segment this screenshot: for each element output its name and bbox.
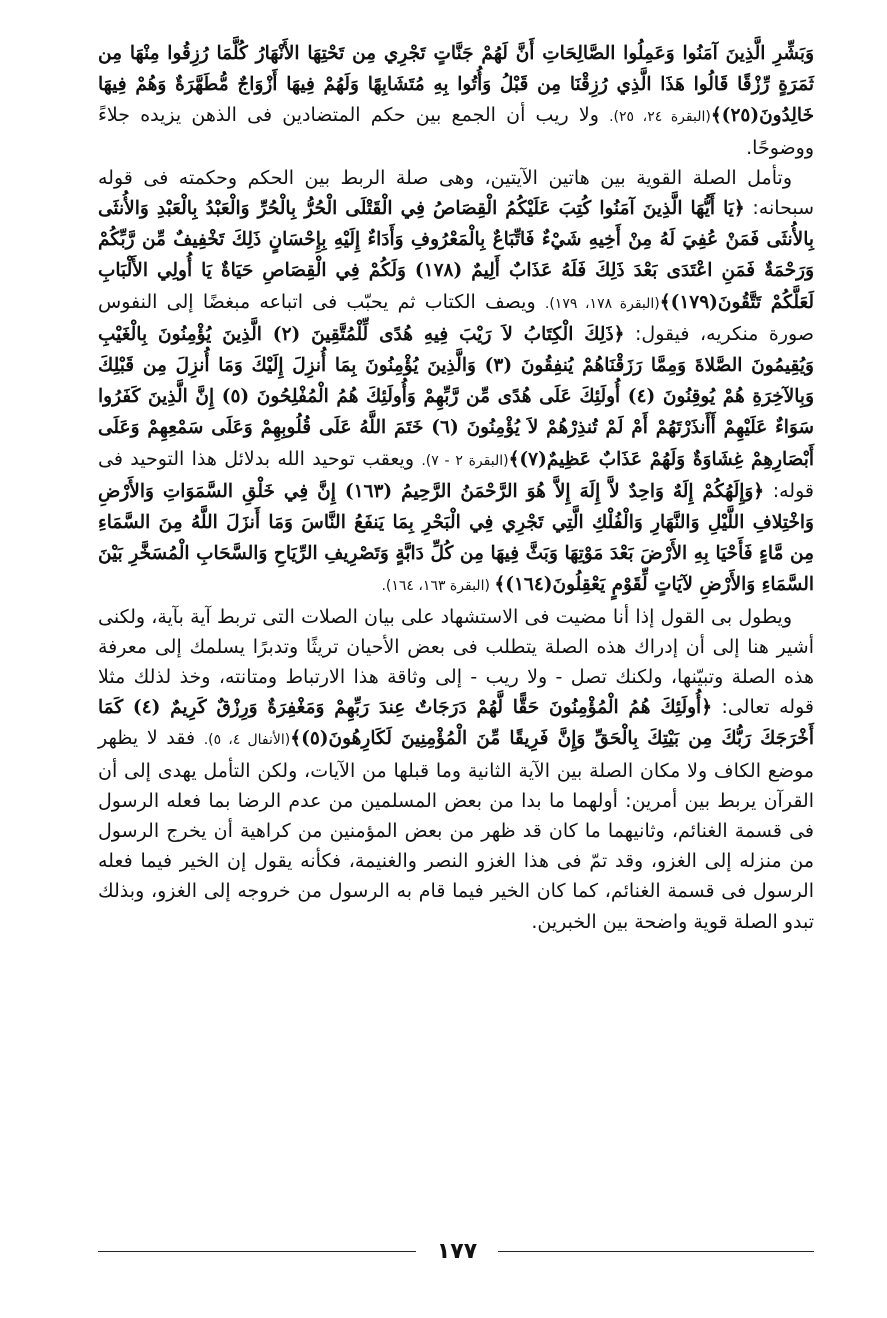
quran-verse: ﴿ذَلِكَ الْكِتَابُ لاَ رَيْبَ فِيهِ هُدًى لِّلْمُتَّقِينَ (٢) الَّذِينَ يُؤْمِنُونَ بِالْغَيْبِ وَيُقِيمُونَ الصَّلاةَ وَمِمَّا رَزَقْنَاهُمْ يُنفِقُونَ (٣) وَالَّذِينَ يُؤْمِنُونَ بِمَا أُنزِلَ إِلَيْكَ وَمَا أُنزِلَ مِن قَبْلِكَ وَبِالآخِرَةِ هُمْ يُوقِنُونَ (٤) أُولَئِكَ عَلَى هُدًى مِّن رَّبِّهِمْ وَأُولَئِكَ هُمُ الْمُفْلِحُونَ (٥) إِنَّ الَّذِينَ كَفَرُوا سَوَاءٌ عَلَيْهِمْ أَأَنذَرْتَهُمْ أَمْ لَمْ تُنذِرْهُمْ لاَ يُؤْمِنُونَ (٦) خَتَمَ اللَّهُ عَلَى قُلُوبِهِمْ وَعَلَى سَمْعِهِمْ وَعَلَى أَبْصَارِهِمْ غِشَاوَةٌ وَلَهُمْ عَذَابٌ عَظِيمٌ(٧)﴾: [98, 323, 815, 470]
verse-reference: (البقرة ١٧٨، ١٧٩).: [544, 295, 660, 312]
verse-reference: (البقرة ٢٤، ٢٥).: [609, 109, 711, 126]
verse-reference: (البقرة ١٦٣، ١٦٤).: [381, 578, 495, 595]
footer-rule-left: [98, 1251, 416, 1252]
footer-rule-right: [498, 1251, 814, 1252]
page-body: [98, 38, 814, 937]
page-number: ١٧٧: [436, 1239, 478, 1264]
paragraph-3: [98, 602, 814, 937]
body-text: ويعقب توحيد الله بدلائل هذا التوحيد فى قوله:: [98, 447, 814, 502]
paragraph-2: [98, 163, 814, 602]
quran-verse: ﴿أُولَئِكَ هُمُ الْمُؤْمِنُونَ حَقًّا لَّهُمْ دَرَجَاتٌ عِندَ رَبِّهِمْ وَمَغْفِرَةٌ وَرِزْقٌ كَرِيمٌ (٤) كَمَا أَخْرَجَكَ رَبُّكَ مِن بَيْتِكَ بِالْحَقِّ وَإِنَّ فَرِيقًا مِّنَ الْمُؤْمِنِينَ لَكَارِهُونَ(٥)﴾: [98, 697, 814, 750]
quran-verse: وَبَشِّرِ الَّذِينَ آمَنُوا وَعَمِلُوا الصَّالِحَاتِ أَنَّ لَهُمْ جَنَّاتٍ تَجْرِي مِن تَحْتِهَا الأَنْهَارُ كُلَّمَا رُزِقُوا مِنْهَا مِن ثَمَرَةٍ رِّزْقًا قَالُوا هَذَا الَّذِي رُزِقْنَا مِن قَبْلُ وَأُتُوا بِهِ مُتَشَابِهًا وَلَهُمْ فِيهَا أَزْوَاجٌ مُّطَهَّرَةٌ وَهُمْ فِيهَا خَالِدُونَ(٢٥)﴾: [98, 43, 815, 127]
body-text: فقد لا يظهر موضع الكاف ولا مكان الصلة بين الآية الثانية وما قبلها من الآيات، ولكن التأمل يهدى إلى أن القرآن يربط بين أمرين: أولهما ما بدا من بعض المسلمين من عدم الرضا بما فعله الرسول فى قسمة الغنائم، وثانيهما ما كان قد ظهر من بعض المؤمنين من كراهية أن يخرج الرسول من منزله إلى الغزو، وقد تمّ فى هذا الغزو النصر والغنيمة، فكأنه يقول إن الخير فيما فعله الرسول فى قسمة الغنائم، كما كان الخير فيما قام به الرسول من خروجه إلى الغزو، وبذلك تبدو الصلة قوية واضحة بين الخبرين.: [98, 727, 814, 933]
body-text: ويطول بى القول إذا أنا مضيت فى الاستشهاد على بيان الصلات التى تربط آية بآية، ولكنى أشير هنا إلى أن إدراك هذه الصلة يتطلب فى بعض الأحيان تريثًا وتدبرًا يسلمك إلى معرفة هذه الصلة وتبيّنها، ولكنك تصل - ولا ريب - إلى وثاقة هذا الارتباط ومتانته، وخذ لذلك مثلا قوله تعالى:: [98, 605, 814, 719]
quran-verse: ﴿يَا أَيُّهَا الَّذِينَ آمَنُوا كُتِبَ عَلَيْكُمُ الْقِصَاصُ فِي الْقَتْلَى الْحُرُّ بِالْحُرِّ وَالْعَبْدُ بِالْعَبْدِ وَالأُنثَى بِالأُنثَى فَمَنْ عُفِيَ لَهُ مِنْ أَخِيهِ شَيْءٌ فَاتِّبَاعٌ بِالْمَعْرُوفِ وَأَدَاءٌ إِلَيْهِ بِإِحْسَانٍ ذَلِكَ تَخْفِيفٌ مِّن رَّبِّكُمْ وَرَحْمَةٌ فَمَنِ اعْتَدَى بَعْدَ ذَلِكَ فَلَهُ عَذَابٌ أَلِيمٌ (١٧٨) وَلَكُمْ فِي الْقِصَاصِ حَيَاةٌ يَا أُولِي الأَلْبَابِ لَعَلَّكُمْ تَتَّقُونَ(١٧٩)﴾: [98, 198, 815, 313]
paragraph-1: [98, 38, 814, 163]
body-text: ولا ريب أن الجمع بين حكم المتضادين فى الذهن يزيده جلاءً ووضوحًا.: [98, 104, 814, 159]
quran-verse: ﴿وَإِلَهُكُمْ إِلَهٌ وَاحِدٌ لاَّ إِلَهَ إِلاَّ هُوَ الرَّحْمَنُ الرَّحِيمُ (١٦٣) إِنَّ فِي خَلْقِ السَّمَوَاتِ وَالأَرْضِ وَاخْتِلافِ اللَّيْلِ وَالنَّهَارِ وَالْفُلْكِ الَّتِي تَجْرِي فِي الْبَحْرِ بِمَا يَنفَعُ النَّاسَ وَمَا أَنزَلَ اللَّهُ مِنَ السَّمَاءِ مِن مَّاءٍ فَأَحْيَا بِهِ الأَرْضَ بَعْدَ مَوْتِهَا وَبَثَّ فِيهَا مِن كُلِّ دَابَّةٍ وَتَصْرِيفِ الرِّيَاحِ وَالسَّحَابِ الْمُسَخَّرِ بَيْنَ السَّمَاءِ وَالأَرْضِ لآيَاتٍ لِّقَوْمٍ يَعْقِلُونَ(١٦٤)﴾: [98, 480, 814, 596]
body-text: وتأمل الصلة القوية بين هاتين الآيتين، وهى صلة الربط بين الحكم وحكمته فى قوله سبحانه:: [98, 166, 815, 220]
body-text: ويصف الكتاب ثم يحبّب فى اتباعه مبغضًا إلى النفوس صورة منكريه، فيقول:: [98, 290, 814, 345]
verse-reference: (البقرة ٢ - ٧).: [421, 452, 509, 469]
verse-reference: (الأنفال ٤، ٥).: [203, 732, 291, 749]
